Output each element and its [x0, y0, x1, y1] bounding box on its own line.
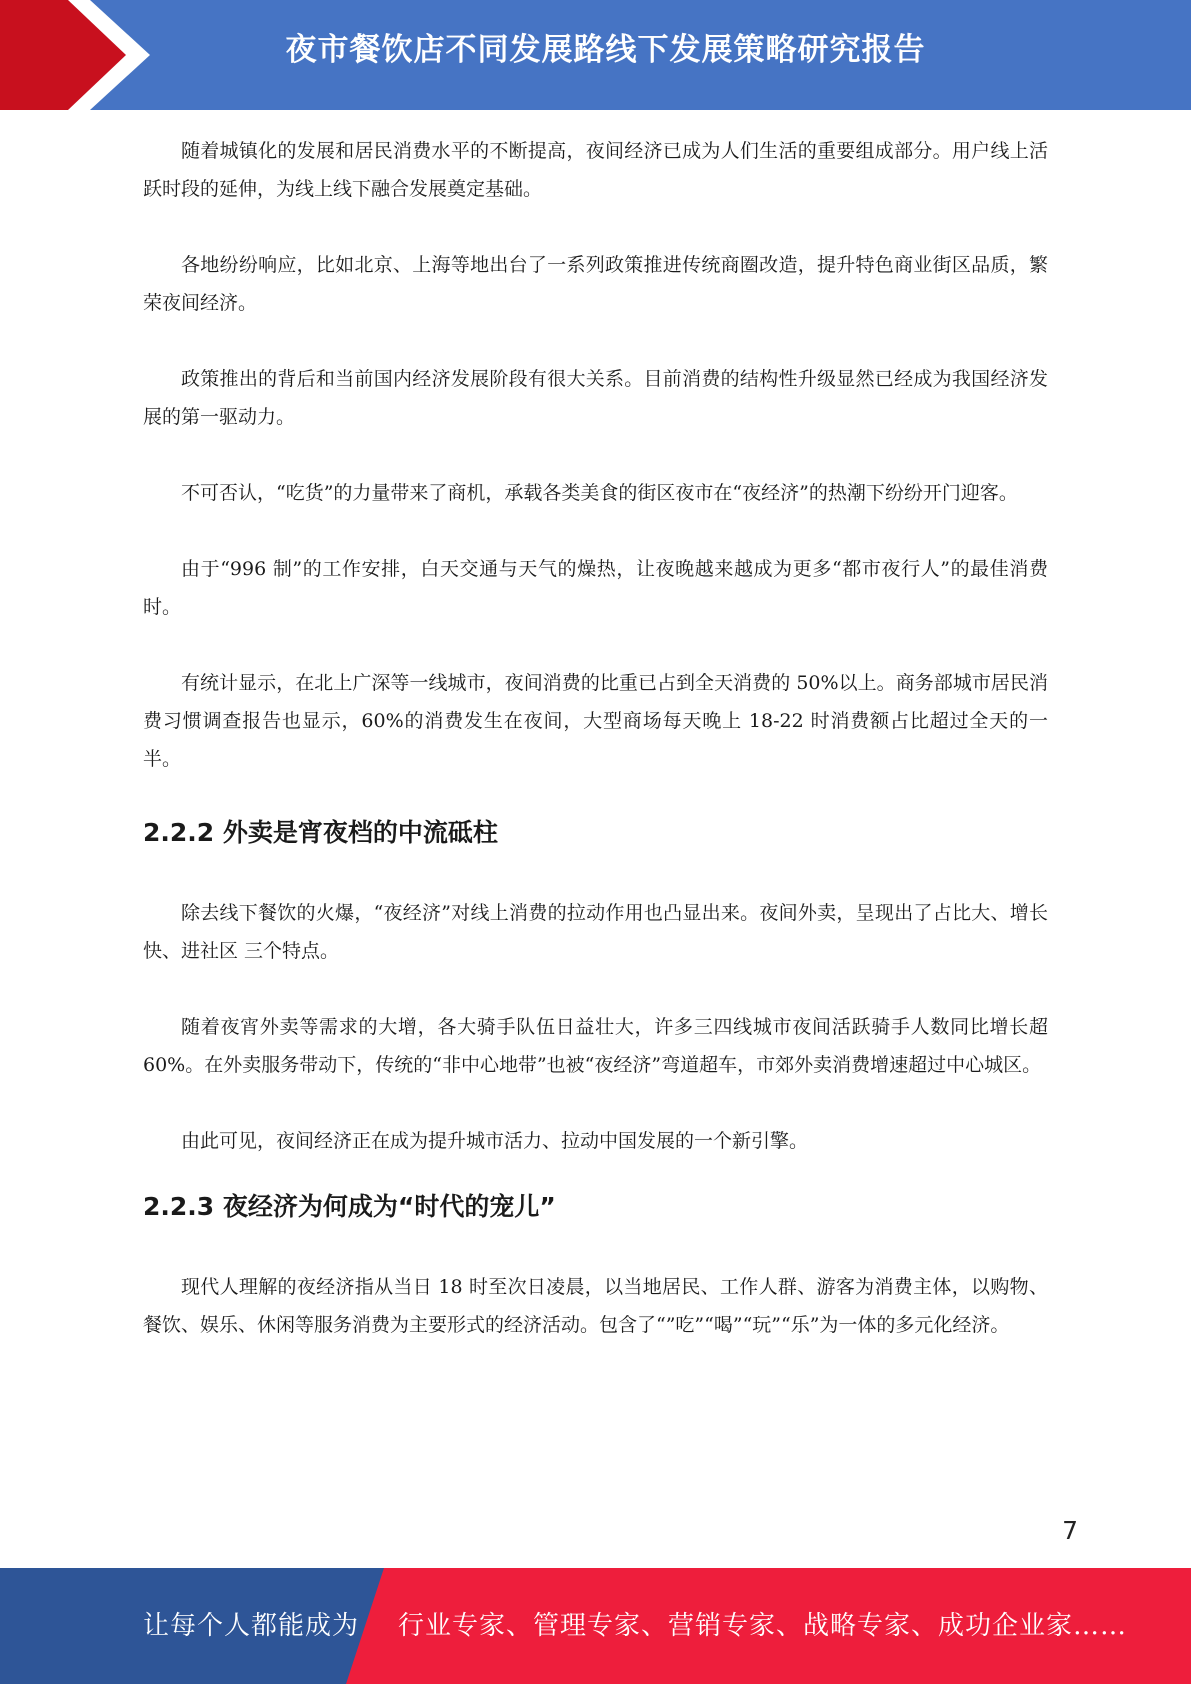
- section-heading: 2.2.3 夜经济为何成为“时代的宠儿”: [143, 1192, 556, 1221]
- document-body: [143, 132, 1048, 1382]
- page-header: [0, 0, 1191, 110]
- paragraph: 不可否认，“吃货”的力量带来了商机，承载各类美食的街区夜市在“夜经济”的热潮下纷纷开门迎客。: [181, 482, 1018, 504]
- page-number: 7: [1062, 1516, 1078, 1545]
- paragraph: 随着夜宵外卖等需求的大增，各大骑手队伍日益壮大，许多三四线城市夜间活跃骑手人数同比增长超 60%。在外卖服务带动下，传统的“非中心地带”也被“夜经济”弯道超车，市郊外卖消费增速超过中心城区。: [143, 1016, 1048, 1076]
- footer-slogan-right: 行业专家、管理专家、营销专家、战略专家、成功企业家……: [398, 1611, 1128, 1641]
- paragraph: 现代人理解的夜经济指从当日 18 时至次日凌晨，以当地居民、工作人群、游客为消费主体，以购物、餐饮、娱乐、休闲等服务消费为主要形式的经济活动。包含了“”吃”“喝”“玩”“乐”为一体的多元化经济。: [143, 1276, 1048, 1336]
- paragraph: 有统计显示，在北上广深等一线城市，夜间消费的比重已占到全天消费的 50%以上。商务部城市居民消费习惯调查报告也显示，60%的消费发生在夜间，大型商场每天晚上 18-22 时消费额占比超过全天的一半。: [143, 672, 1048, 770]
- footer-slogan-left: 让每个人都能成为: [143, 1611, 360, 1641]
- paragraph: 各地纷纷响应，比如北京、上海等地出台了一系列政策推进传统商圈改造，提升特色商业街区品质，繁荣夜间经济。: [143, 254, 1048, 314]
- section-heading: 2.2.2 外卖是宵夜档的中流砥柱: [143, 818, 498, 847]
- paragraph: 由于“996 制”的工作安排，白天交通与天气的燥热，让夜晚越来越成为更多“都市夜行人”的最佳消费时。: [143, 558, 1048, 618]
- paragraph: 除去线下餐饮的火爆，“夜经济”对线上消费的拉动作用也凸显出来。夜间外卖，呈现出了占比大、增长快、进社区 三个特点。: [143, 902, 1048, 962]
- report-title: 夜市餐饮店不同发展路线下发展策略研究报告: [285, 32, 926, 68]
- paragraph: 政策推出的背后和当前国内经济发展阶段有很大关系。目前消费的结构性升级显然已经成为我国经济发展的第一驱动力。: [143, 368, 1048, 428]
- paragraph: 由此可见，夜间经济正在成为提升城市活力、拉动中国发展的一个新引擎。: [181, 1130, 809, 1152]
- paragraph: 随着城镇化的发展和居民消费水平的不断提高，夜间经济已成为人们生活的重要组成部分。用户线上活跃时段的延伸，为线上线下融合发展奠定基础。: [143, 140, 1048, 200]
- page-footer: [0, 1568, 1191, 1684]
